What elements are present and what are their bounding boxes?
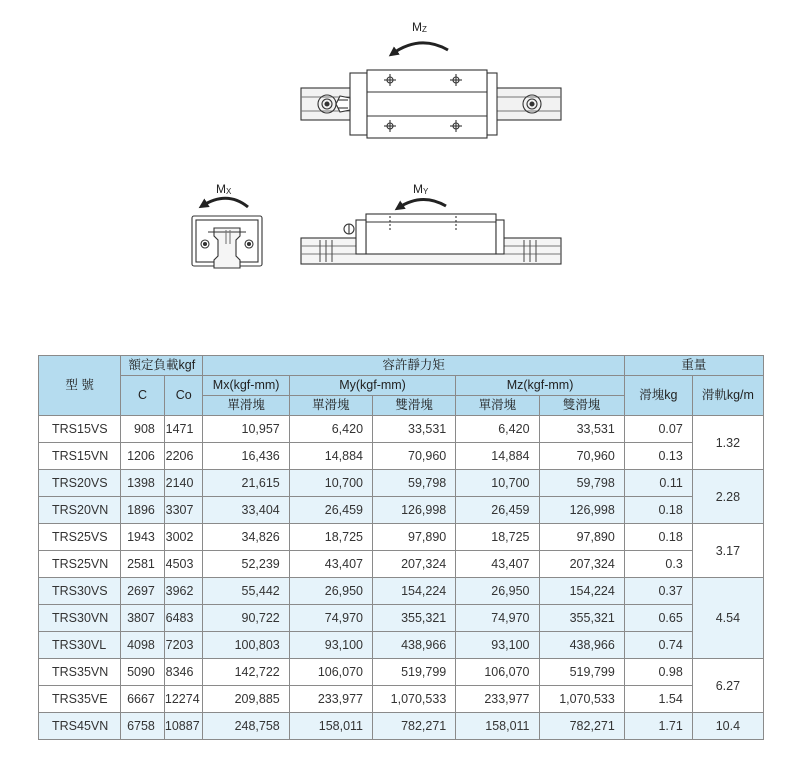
spec-table-body [39,416,764,740]
cell-mz-single: 26,459 [456,497,539,524]
cell-my-double: 126,998 [373,497,456,524]
col-block-kg: 滑塊kg [624,376,692,416]
cell-co: 8346 [164,659,203,686]
mx-label: $M_X$ [216,182,232,196]
cell-mz-double: 126,998 [539,497,624,524]
cell-mz-double: 438,966 [539,632,624,659]
cell-c: 1206 [121,443,165,470]
col-rated-load: 額定負載kgf [121,356,203,376]
cell-co: 3002 [164,524,203,551]
cell-mz-single: 74,970 [456,605,539,632]
cell-model: TRS30VL [39,632,121,659]
cell-rail-kg-m: 4.54 [692,578,763,659]
col-my-single: 單滑塊 [289,396,372,416]
cell-model: TRS45VN [39,713,121,740]
cell-model: TRS15VN [39,443,121,470]
table-row [39,524,764,551]
cell-my-single: 26,950 [289,578,372,605]
cell-rail-kg-m: 10.4 [692,713,763,740]
cell-mz-double: 519,799 [539,659,624,686]
cell-my-double: 782,271 [373,713,456,740]
cell-mz-double: 154,224 [539,578,624,605]
cell-c: 1943 [121,524,165,551]
mz-label: $M_Z$ [412,20,427,34]
cell-my-single: 93,100 [289,632,372,659]
cell-mz-single: 93,100 [456,632,539,659]
cell-co: 2140 [164,470,203,497]
cell-mz-single: 26,950 [456,578,539,605]
cell-c: 2581 [121,551,165,578]
cell-block-kg: 0.65 [624,605,692,632]
cell-mx-single: 248,758 [203,713,289,740]
col-mz-unit: Mz(kgf-mm) [456,376,625,396]
cell-mx-single: 33,404 [203,497,289,524]
table-row [39,632,764,659]
cell-my-single: 14,884 [289,443,372,470]
cell-model: TRS30VN [39,605,121,632]
cell-mx-single: 142,722 [203,659,289,686]
cell-my-double: 70,960 [373,443,456,470]
cell-rail-kg-m: 3.17 [692,524,763,578]
table-row [39,470,764,497]
cell-my-double: 207,324 [373,551,456,578]
cell-my-single: 74,970 [289,605,372,632]
table-row [39,605,764,632]
cell-my-double: 1,070,533 [373,686,456,713]
cell-co: 7203 [164,632,203,659]
moment-diagram-drawing [0,0,807,300]
cell-block-kg: 1.54 [624,686,692,713]
cell-mx-single: 209,885 [203,686,289,713]
cell-mx-single: 100,803 [203,632,289,659]
cell-c: 908 [121,416,165,443]
cell-rail-kg-m: 1.32 [692,416,763,470]
mx-arrow [202,198,248,207]
table-row [39,713,764,740]
cell-mz-double: 97,890 [539,524,624,551]
moment-diagrams [0,0,807,300]
cell-my-double: 59,798 [373,470,456,497]
cell-my-single: 18,725 [289,524,372,551]
mz-arrow [392,43,448,54]
cell-model: TRS25VN [39,551,121,578]
cell-c: 6667 [121,686,165,713]
cell-mz-double: 1,070,533 [539,686,624,713]
table-row [39,686,764,713]
cell-block-kg: 0.98 [624,659,692,686]
cell-mx-single: 10,957 [203,416,289,443]
my-label: $M_Y$ [413,182,429,196]
cell-my-single: 158,011 [289,713,372,740]
table-row [39,578,764,605]
col-mz-double: 雙滑塊 [539,396,624,416]
cell-block-kg: 0.13 [624,443,692,470]
table-row [39,659,764,686]
cell-rail-kg-m: 6.27 [692,659,763,713]
cell-mz-double: 782,271 [539,713,624,740]
cell-mz-double: 207,324 [539,551,624,578]
col-mz-single: 單滑塊 [456,396,539,416]
cell-c: 2697 [121,578,165,605]
cell-my-single: 26,459 [289,497,372,524]
cell-c: 5090 [121,659,165,686]
cell-my-single: 233,977 [289,686,372,713]
cell-co: 2206 [164,443,203,470]
cell-block-kg: 1.71 [624,713,692,740]
cell-co: 6483 [164,605,203,632]
cell-co: 1471 [164,416,203,443]
cell-model: TRS35VE [39,686,121,713]
side-view-my [301,214,561,264]
cell-my-double: 519,799 [373,659,456,686]
header-row-1 [39,356,764,376]
col-my-unit: My(kgf-mm) [289,376,456,396]
cell-my-single: 10,700 [289,470,372,497]
cell-block-kg: 0.07 [624,416,692,443]
my-arrow [398,199,446,208]
cell-co: 3962 [164,578,203,605]
cell-mx-single: 52,239 [203,551,289,578]
col-co: Co [164,376,203,416]
cell-c: 3807 [121,605,165,632]
table-row [39,416,764,443]
cell-mz-single: 43,407 [456,551,539,578]
cell-mz-double: 355,321 [539,605,624,632]
col-c: C [121,376,165,416]
cell-block-kg: 0.11 [624,470,692,497]
cell-my-single: 43,407 [289,551,372,578]
cell-my-double: 438,966 [373,632,456,659]
cell-model: TRS30VS [39,578,121,605]
cell-mx-single: 21,615 [203,470,289,497]
cell-mz-double: 33,531 [539,416,624,443]
cell-model: TRS35VN [39,659,121,686]
table-row [39,497,764,524]
end-view-mx [192,216,262,268]
cell-c: 1896 [121,497,165,524]
col-weight: 重量 [624,356,763,376]
cell-mz-single: 6,420 [456,416,539,443]
cell-block-kg: 0.37 [624,578,692,605]
cell-mz-double: 70,960 [539,443,624,470]
cell-mx-single: 55,442 [203,578,289,605]
col-mx-single: 單滑塊 [203,396,289,416]
spec-table [38,355,764,740]
top-view-mz [301,70,561,138]
cell-rail-kg-m: 2.28 [692,470,763,524]
cell-mz-single: 106,070 [456,659,539,686]
cell-model: TRS20VN [39,497,121,524]
header-row-2 [39,376,764,396]
col-mx-unit: Mx(kgf-mm) [203,376,289,396]
cell-my-double: 154,224 [373,578,456,605]
col-rail-kg-m: 滑軌kg/m [692,376,763,416]
table-row [39,443,764,470]
cell-my-single: 6,420 [289,416,372,443]
cell-block-kg: 0.74 [624,632,692,659]
cell-mz-single: 18,725 [456,524,539,551]
cell-mz-single: 158,011 [456,713,539,740]
col-model: 型 號 [39,356,121,416]
cell-block-kg: 0.3 [624,551,692,578]
cell-mz-double: 59,798 [539,470,624,497]
cell-mx-single: 16,436 [203,443,289,470]
cell-c: 6758 [121,713,165,740]
cell-model: TRS15VS [39,416,121,443]
col-my-double: 雙滑塊 [373,396,456,416]
cell-my-double: 97,890 [373,524,456,551]
cell-c: 1398 [121,470,165,497]
cell-co: 3307 [164,497,203,524]
cell-my-double: 33,531 [373,416,456,443]
cell-mx-single: 90,722 [203,605,289,632]
table-row [39,551,764,578]
cell-block-kg: 0.18 [624,497,692,524]
cell-co: 4503 [164,551,203,578]
col-static-moment: 容許靜力矩 [203,356,624,376]
cell-mz-single: 10,700 [456,470,539,497]
cell-mx-single: 34,826 [203,524,289,551]
cell-my-single: 106,070 [289,659,372,686]
cell-model: TRS20VS [39,470,121,497]
cell-mz-single: 233,977 [456,686,539,713]
cell-mz-single: 14,884 [456,443,539,470]
cell-co: 10887 [164,713,203,740]
cell-model: TRS25VS [39,524,121,551]
cell-c: 4098 [121,632,165,659]
cell-block-kg: 0.18 [624,524,692,551]
cell-my-double: 355,321 [373,605,456,632]
cell-co: 12274 [164,686,203,713]
